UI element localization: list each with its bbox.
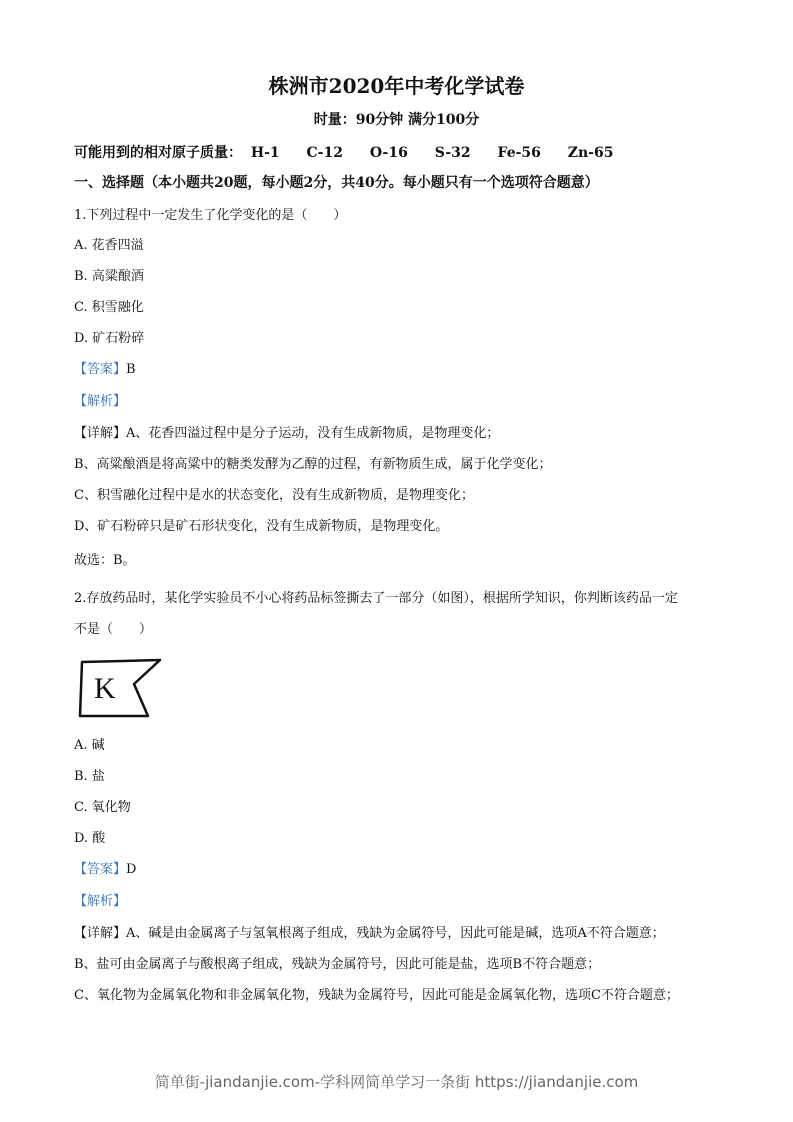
answer-tag: 【答案】: [74, 362, 127, 377]
option-b: B. 高粱酿酒: [74, 269, 144, 284]
page-title: 株洲市2020年中考化学试卷: [268, 74, 525, 98]
answer-value: D: [126, 862, 137, 877]
analysis-tag: 【解析】: [74, 894, 127, 909]
section-heading: 一、选择题（本小题共20题，每小题2分，共40分。每小题只有一个选项符合题意）: [74, 175, 599, 191]
figure-label-text: K: [94, 672, 116, 705]
option-a: A. 碱: [74, 738, 105, 753]
atomic-mass-item: Zn-65: [567, 145, 614, 161]
option-d: D. 酸: [74, 831, 106, 846]
explanation-line: 【详解】A、花香四溢过程中是分子运动，没有生成新物质，是物理变化；: [74, 426, 500, 441]
question-stem: 1.下列过程中一定发生了化学变化的是（ ）: [74, 208, 347, 223]
exam-meta: 时量：90分钟 满分100分: [313, 112, 480, 128]
answer-value: B: [126, 362, 136, 377]
option-c: C. 氧化物: [74, 800, 131, 815]
answer-line: [74, 858, 136, 877]
option-d: D. 矿石粉碎: [74, 331, 145, 346]
atomic-mass-item: S-32: [434, 145, 471, 161]
option-c: C. 积雪融化: [74, 300, 144, 315]
torn-label-figure: [74, 654, 166, 724]
explanation-line: B、高粱酿酒是将高粱中的糖类发酵为乙醇的过程，有新物质生成，属于化学变化；: [74, 457, 552, 472]
torn-label-drawing: [74, 654, 166, 720]
atomic-mass-item: C-12: [306, 145, 343, 161]
atomic-mass-item: O-16: [369, 145, 408, 161]
analysis-tag: 【解析】: [74, 394, 127, 409]
atomic-mass-item: H-1: [250, 145, 280, 161]
atomic-mass-item: Fe-56: [497, 145, 541, 161]
answer-tag: 【答案】: [74, 862, 127, 877]
option-b: B. 盐: [74, 769, 105, 784]
explanation-line: C、氧化物为金属氧化物和非金属氧化物，残缺为金属符号，因此可能是金属氧化物，选项C不符合题意；: [74, 988, 679, 1003]
option-a: A. 花香四溢: [74, 238, 144, 253]
explanation-line: D、矿石粉碎只是矿石形状变化，没有生成新物质，是物理变化。: [74, 519, 449, 534]
conclusion: 故选：B。: [74, 553, 136, 568]
explanation-line: C、积雪融化过程中是水的状态变化，没有生成新物质，是物理变化；: [74, 488, 474, 503]
atomic-masses-label: 可能用到的相对原子质量：: [74, 145, 242, 161]
footer-watermark: 简单街-jiandanjie.com-学科网简单学习一条街 https://jiandanjie.com: [154, 1073, 639, 1091]
question-stem: 2.存放药品时，某化学实验员不小心将药品标签撕去了一部分（如图），根据所学知识，你判断该药品一定: [74, 591, 678, 606]
atomic-masses: [74, 142, 635, 162]
question-stem-continued: 不是（ ）: [74, 622, 153, 637]
answer-line: [74, 358, 136, 377]
explanation-line: B、盐可由金属离子与酸根离子组成，残缺为金属符号，因此可能是盐，选项B不符合题意；: [74, 957, 601, 972]
explanation-line: 【详解】A、碱是由金属离子与氢氧根离子组成，残缺为金属符号，因此可能是碱，选项A不符合题意；: [74, 926, 665, 941]
